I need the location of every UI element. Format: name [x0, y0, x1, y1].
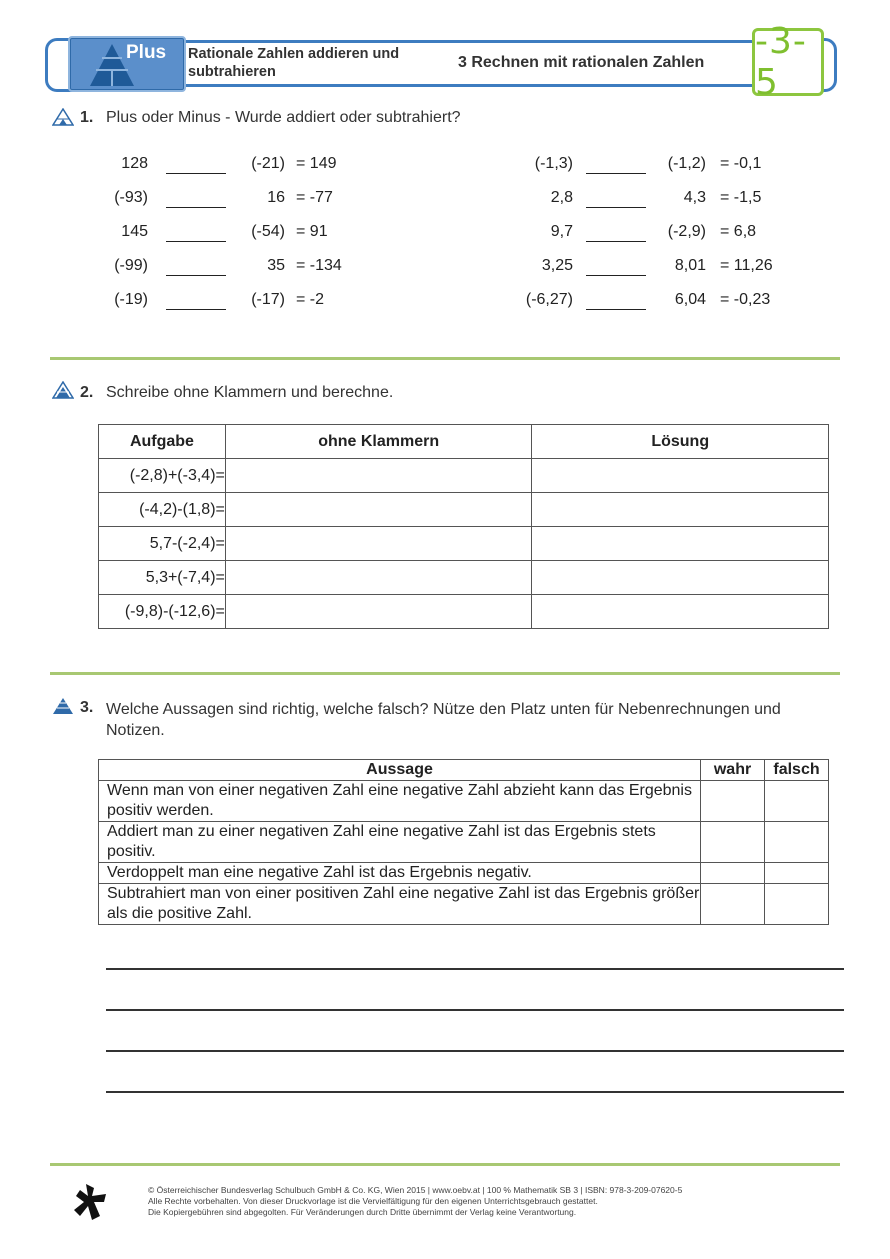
task-cell: 5,7-(-2,4)=: [99, 527, 226, 561]
statement-text: Subtrahiert man von einer positiven Zahl eine negative Zahl ist das Ergebnis größer als die positive Zahl.: [99, 884, 701, 925]
notes-line[interactable]: [106, 1009, 844, 1011]
operand-b: (-1,2): [667, 155, 706, 172]
no-brackets-answer-cell[interactable]: [225, 527, 532, 561]
operand-a: 3,25: [541, 257, 573, 274]
section-divider: [50, 672, 840, 675]
task-cell: (-2,8)+(-3,4)=: [99, 459, 226, 493]
table-row: [99, 595, 829, 629]
table-header-row: [99, 425, 829, 459]
solution-answer-cell[interactable]: [532, 561, 829, 595]
footer-divider: [50, 1163, 840, 1166]
statement-row: [99, 863, 829, 884]
table-row: [99, 561, 829, 595]
publisher-logo-icon: [72, 1182, 110, 1222]
exercise-2-table: [98, 424, 829, 629]
no-brackets-answer-cell[interactable]: [225, 561, 532, 595]
solution-answer-cell[interactable]: [532, 493, 829, 527]
false-checkbox-cell[interactable]: [765, 781, 829, 822]
result: = 11,26: [720, 257, 773, 274]
operand-b: (-17): [251, 291, 285, 308]
statement-row: [99, 822, 829, 863]
result: = -1,5: [720, 189, 762, 206]
statement-row: [99, 781, 829, 822]
operand-b: 35: [267, 257, 285, 274]
result: = 149: [296, 155, 337, 172]
solution-answer-cell[interactable]: [532, 527, 829, 561]
operand-a: 128: [121, 155, 148, 172]
result: = -0,1: [720, 155, 762, 172]
result: = -77: [296, 189, 333, 206]
operand-b: 8,01: [674, 257, 706, 274]
operand-b: (-54): [251, 223, 285, 240]
notes-line[interactable]: [106, 1050, 844, 1052]
true-checkbox-cell[interactable]: [701, 884, 765, 925]
operand-b: 4,3: [683, 189, 706, 206]
operand-a: 145: [121, 223, 148, 240]
task-cell: (-9,8)-(-12,6)=: [99, 595, 226, 629]
exercise-3-table: [98, 759, 829, 925]
difficulty-level-1-icon: [52, 108, 74, 126]
statement-row: [99, 884, 829, 925]
no-brackets-answer-cell[interactable]: [225, 459, 532, 493]
solution-answer-cell[interactable]: [532, 459, 829, 493]
plus-badge-label: Plus: [126, 42, 167, 63]
table-row: [99, 459, 829, 493]
column-header-false: falsch: [765, 760, 829, 781]
operand-a: (-1,3): [534, 155, 573, 172]
no-brackets-answer-cell[interactable]: [225, 595, 532, 629]
exercise-3-instruction: Welche Aussagen sind richtig, welche falsch? Nütze den Platz unten für Nebenrechnungen und Notizen.: [106, 701, 781, 739]
operand-b: (-21): [251, 155, 285, 172]
difficulty-level-2-icon: [52, 381, 74, 399]
result: = -134: [296, 257, 342, 274]
operand-b: (-2,9): [667, 223, 706, 240]
operand-a: 9,7: [550, 223, 573, 240]
column-header-no-brackets: ohne Klammern: [225, 425, 532, 459]
worksheet-code: -3-5: [752, 28, 824, 96]
notes-line[interactable]: [106, 1091, 844, 1093]
header-rule-top: [180, 40, 755, 43]
operand-b: 6,04: [674, 291, 706, 308]
result: = -0,23: [720, 291, 771, 308]
footer-line-3: Die Kopiergebühren sind abgegolten. Für Veränderungen durch Dritte übernimmt der Verlag keine Verantwortung.: [148, 1207, 577, 1217]
section-divider: [50, 357, 840, 360]
table-row: [99, 527, 829, 561]
difficulty-level-3-icon: [52, 697, 74, 715]
notes-line[interactable]: [106, 968, 844, 970]
operand-a: (-93): [114, 189, 148, 206]
false-checkbox-cell[interactable]: [765, 884, 829, 925]
true-checkbox-cell[interactable]: [701, 863, 765, 884]
operand-a: (-6,27): [525, 291, 573, 308]
statement-text: Wenn man von einer negativen Zahl eine negative Zahl abzieht kann das Ergebnis positiv werden.: [99, 781, 701, 822]
column-header-true: wahr: [701, 760, 765, 781]
chapter-title: 3 Rechnen mit rationalen Zahlen: [458, 54, 705, 71]
result: = 91: [296, 223, 328, 240]
footer-line-2: Alle Rechte vorbehalten. Von dieser Druckvorlage ist die Vervielfältigung für den eigenen Unterrichtsgebrauch gestattet.: [148, 1196, 598, 1206]
solution-answer-cell[interactable]: [532, 595, 829, 629]
false-checkbox-cell[interactable]: [765, 822, 829, 863]
result: = 6,8: [720, 223, 757, 240]
footer-copyright: [148, 1185, 788, 1218]
task-cell: (-4,2)-(1,8)=: [99, 493, 226, 527]
table-header-row: [99, 760, 829, 781]
column-header-solution: Lösung: [532, 425, 829, 459]
true-checkbox-cell[interactable]: [701, 822, 765, 863]
exercise-1-instruction: Plus oder Minus - Wurde addiert oder subtrahiert?: [106, 109, 461, 126]
header-rule-bottom: [180, 84, 755, 87]
operand-a: (-99): [114, 257, 148, 274]
exercise-1-number: 1.: [80, 109, 94, 126]
statement-text: Addiert man zu einer negativen Zahl eine negative Zahl ist das Ergebnis stets positiv.: [99, 822, 701, 863]
false-checkbox-cell[interactable]: [765, 863, 829, 884]
exercise-2-instruction: Schreibe ohne Klammern und berechne.: [106, 384, 394, 401]
statement-text: Verdoppelt man eine negative Zahl ist das Ergebnis negativ.: [99, 863, 701, 884]
operand-a: 2,8: [550, 189, 573, 206]
footer-line-1: © Österreichischer Bundesverlag Schulbuch GmbH & Co. KG, Wien 2015 | www.oebv.at | 100 % Mathematik SB 3 | ISBN: 978-3-209-07620-5: [148, 1185, 683, 1195]
exercise-2-number: 2.: [80, 384, 94, 401]
result: = -2: [296, 291, 325, 308]
column-header-statement: Aussage: [99, 760, 701, 781]
task-cell: 5,3+(-7,4)=: [99, 561, 226, 595]
no-brackets-answer-cell[interactable]: [225, 493, 532, 527]
operand-a: (-19): [114, 291, 148, 308]
worksheet-title: Rationale Zahlen addieren und subtrahieren: [188, 46, 400, 80]
operand-b: 16: [267, 189, 285, 206]
exercise-3-number: 3.: [80, 699, 94, 716]
true-checkbox-cell[interactable]: [701, 781, 765, 822]
table-row: [99, 493, 829, 527]
column-header-task: Aufgabe: [99, 425, 226, 459]
